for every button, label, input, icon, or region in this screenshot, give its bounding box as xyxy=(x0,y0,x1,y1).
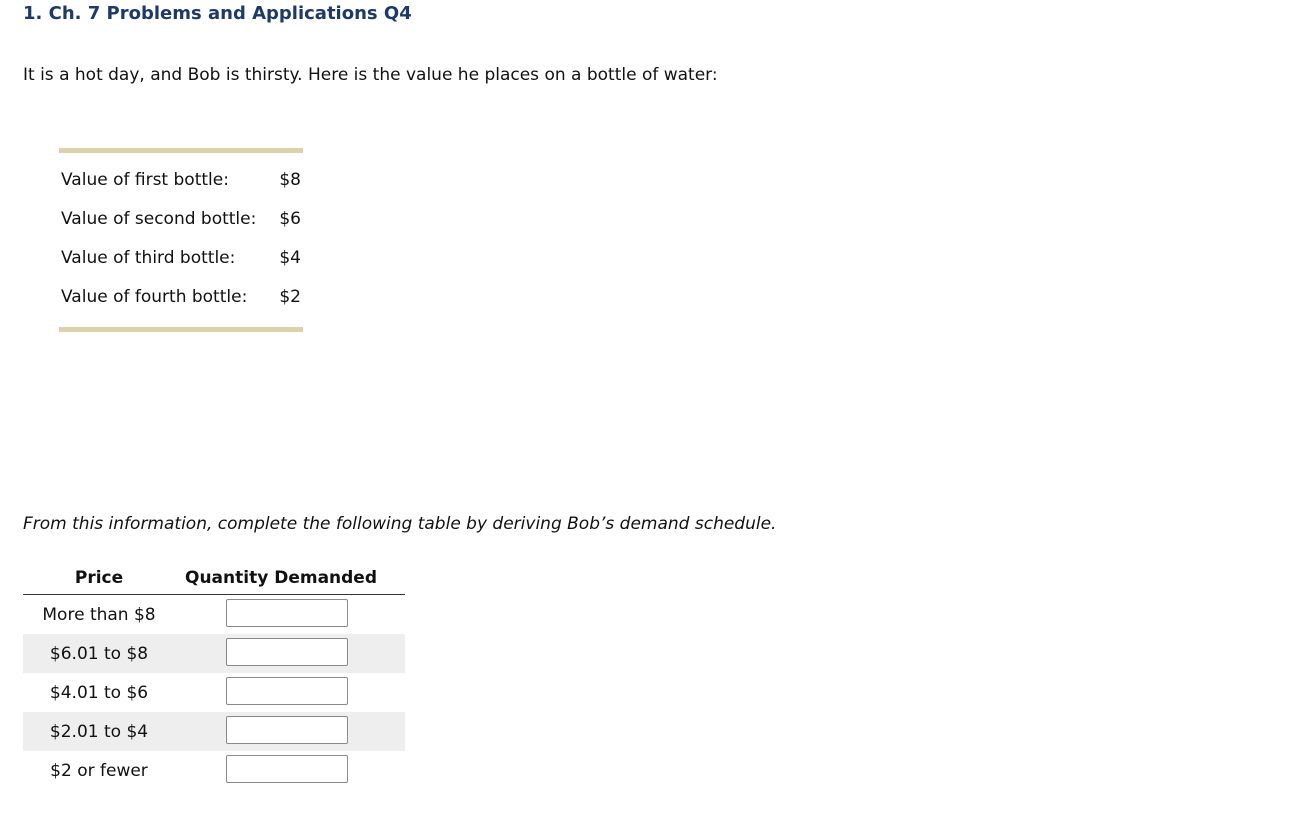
value-label: Value of first bottle: xyxy=(61,170,229,190)
price-column-header: Price xyxy=(74,568,124,588)
value-amount: $2 xyxy=(279,287,301,307)
price-range: $2 or fewer xyxy=(50,761,148,781)
value-label: Value of third bottle: xyxy=(61,248,236,268)
question-intro: It is a hot day, and Bob is thirsty. Here is the value he places on a bottle of water: xyxy=(23,65,718,85)
quantity-column-header: Quantity Demanded xyxy=(185,568,378,588)
price-range: $2.01 to $4 xyxy=(49,722,149,742)
value-amount: $8 xyxy=(279,170,301,190)
value-row-fourth xyxy=(61,287,301,311)
instruction-text: From this information, complete the following table by deriving Bob’s demand schedule. xyxy=(23,514,777,534)
value-amount: $6 xyxy=(279,209,301,229)
bottom-rule xyxy=(59,327,303,332)
table-row xyxy=(23,673,405,712)
price-range: More than $8 xyxy=(42,605,156,625)
question-title: 1. Ch. 7 Problems and Applications Q4 xyxy=(23,3,412,24)
value-label: Value of fourth bottle: xyxy=(61,287,248,307)
value-row-second xyxy=(61,209,301,233)
bottle-values-table xyxy=(59,148,303,332)
quantity-input[interactable] xyxy=(226,755,348,783)
table-row xyxy=(23,712,405,751)
price-range: $4.01 to $6 xyxy=(49,683,149,703)
value-row-first xyxy=(61,170,301,194)
top-rule xyxy=(59,148,303,153)
quantity-input[interactable] xyxy=(226,716,348,744)
value-label: Value of second bottle: xyxy=(61,209,257,229)
table-row xyxy=(23,751,405,790)
table-header xyxy=(23,565,405,595)
table-row xyxy=(23,595,405,634)
table-row xyxy=(23,634,405,673)
quantity-input[interactable] xyxy=(226,599,348,627)
quantity-input[interactable] xyxy=(226,677,348,705)
price-range: $6.01 to $8 xyxy=(49,644,149,664)
demand-schedule-table xyxy=(23,565,405,790)
value-amount: $4 xyxy=(279,248,301,268)
quantity-input[interactable] xyxy=(226,638,348,666)
value-row-third xyxy=(61,248,301,272)
